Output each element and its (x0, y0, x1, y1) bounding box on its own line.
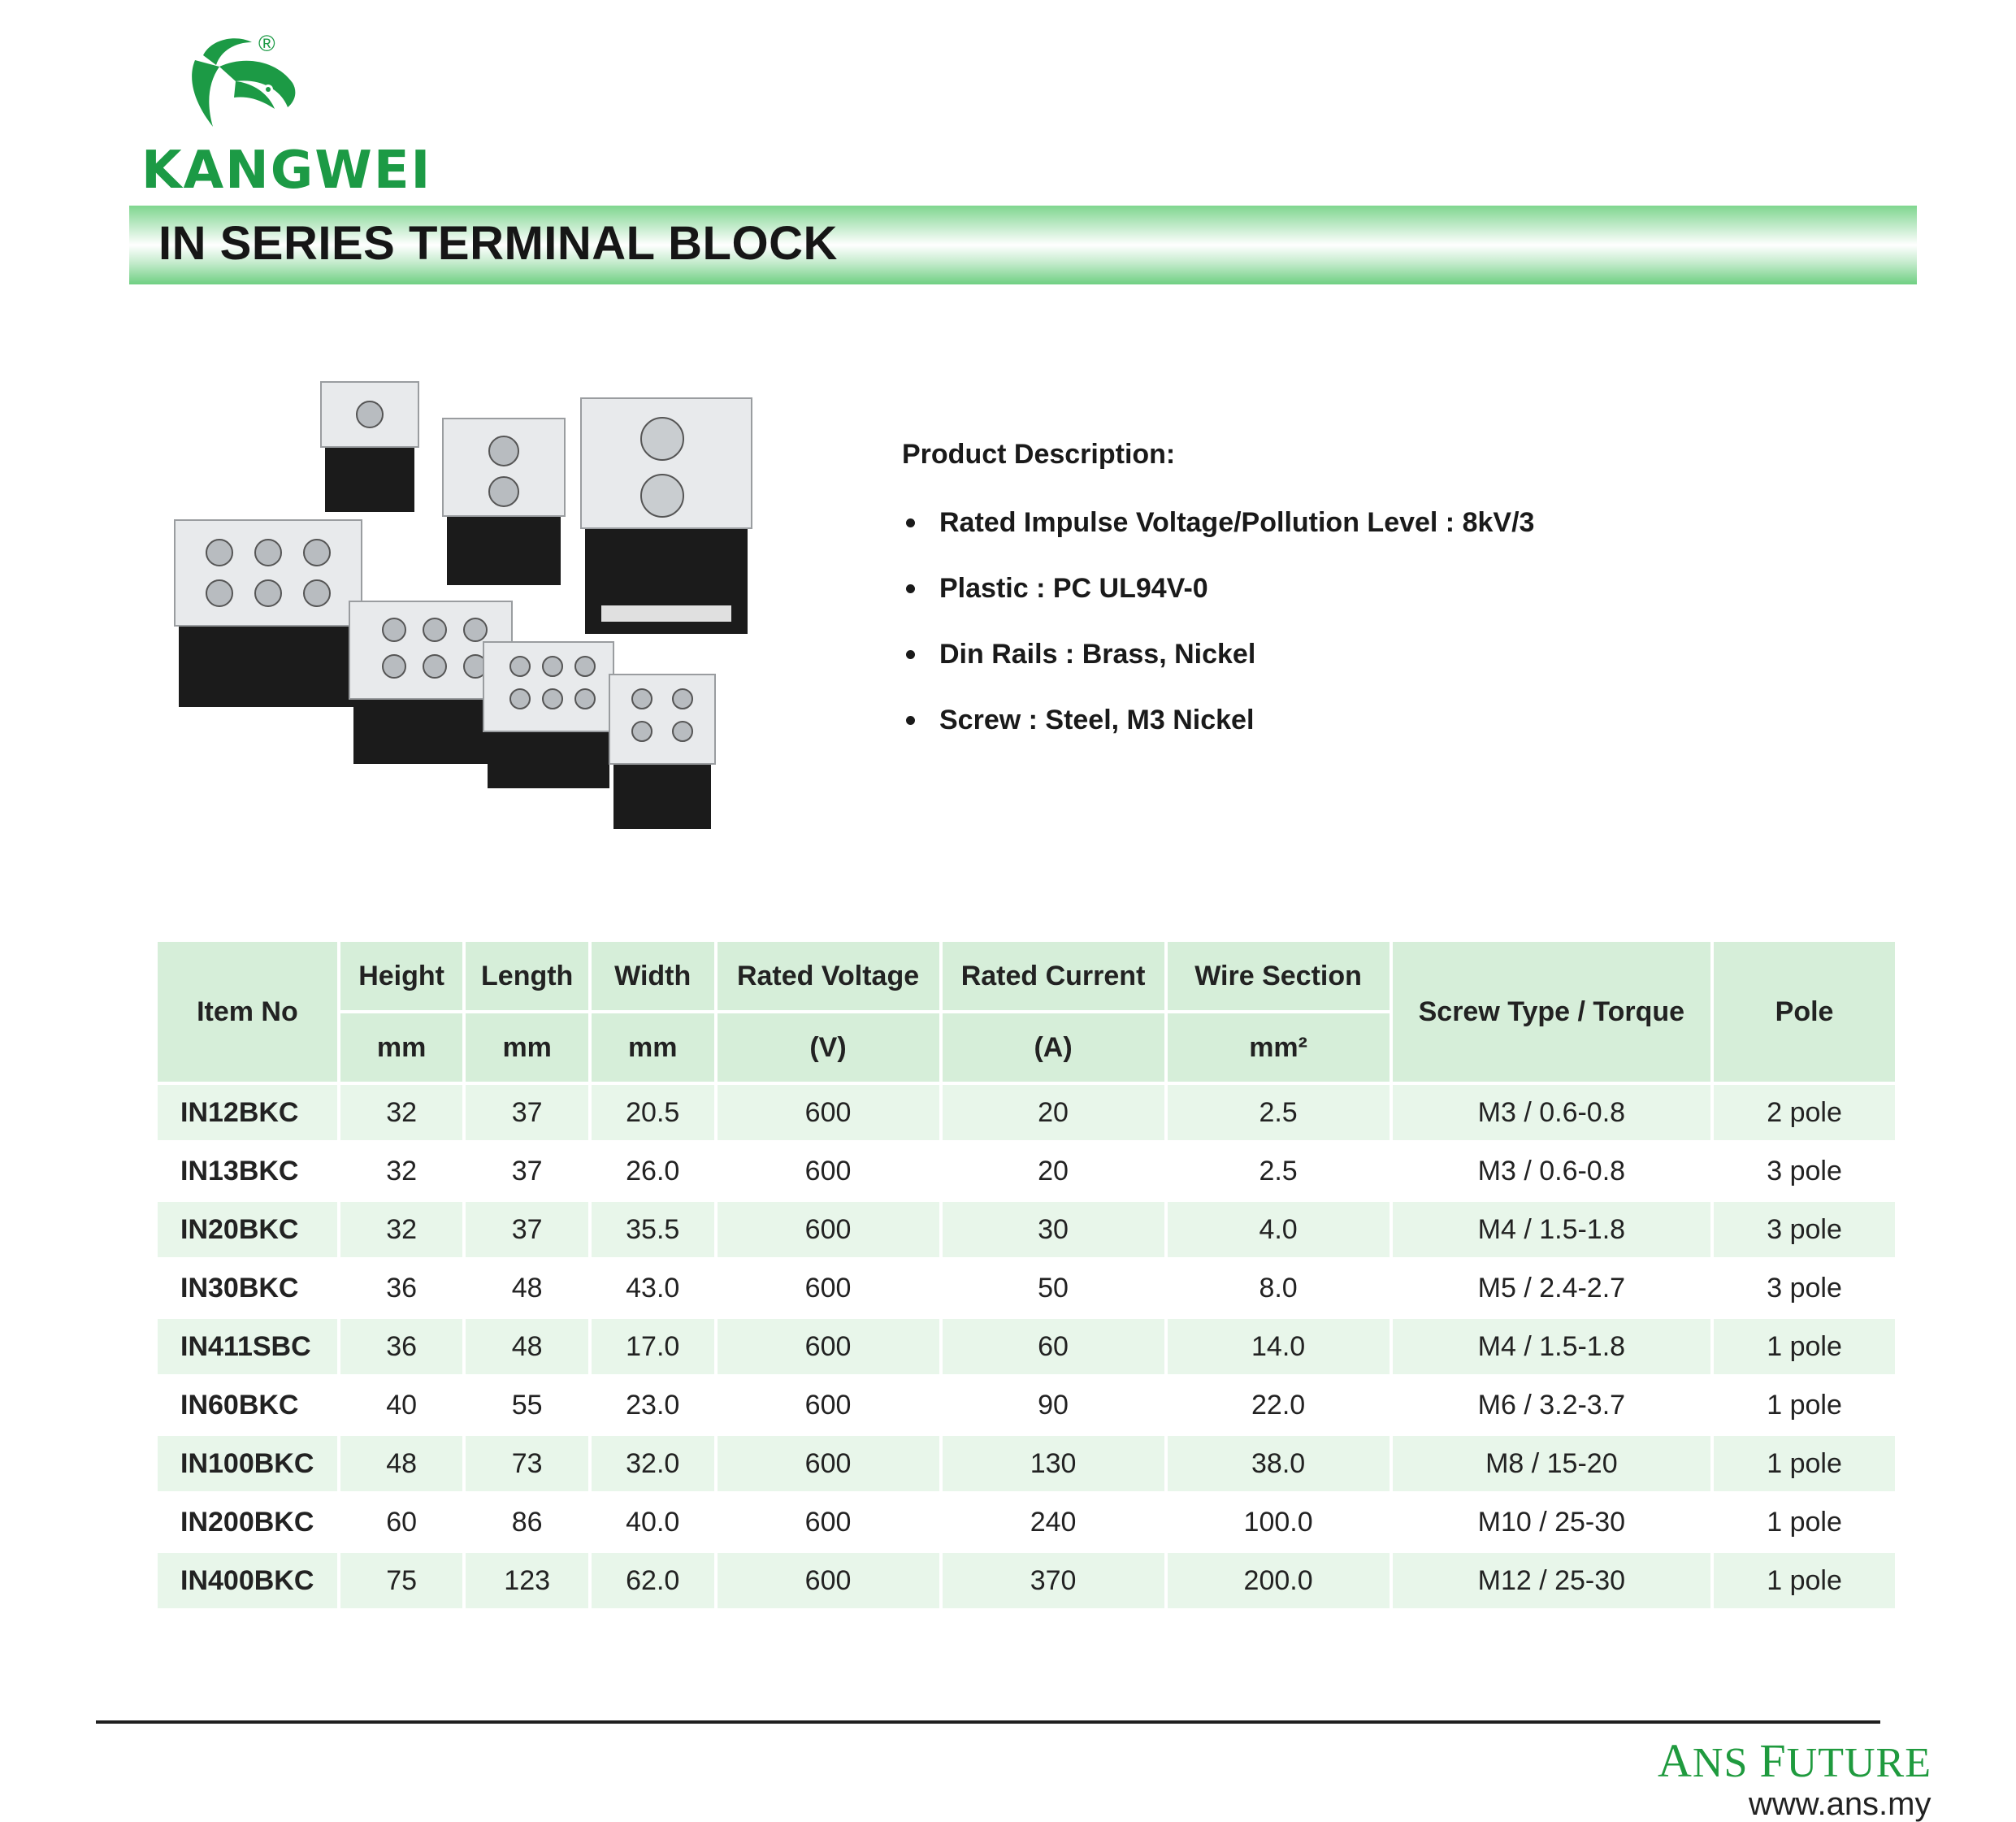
cell-voltage: 600 (718, 1319, 939, 1374)
cell-item: IN13BKC (180, 1155, 299, 1186)
bullet-icon (906, 650, 915, 659)
table-row (158, 1202, 1895, 1257)
cell-wire: 100.0 (1243, 1506, 1313, 1538)
cell-wire: 8.0 (1259, 1272, 1298, 1304)
unit-wire: mm² (1168, 1013, 1390, 1082)
table-row (158, 1260, 1895, 1316)
cell-pole: 1 pole (1714, 1553, 1895, 1608)
description-text: Rated Impulse Voltage/Pollution Level : 8kV/3 (939, 507, 1535, 538)
unit-voltage: (V) (718, 1013, 939, 1082)
header-length: Length (466, 942, 588, 1010)
cell-width: 20.5 (592, 1085, 714, 1140)
spec-table-body (158, 1085, 1895, 1608)
cell-width: 35.5 (592, 1202, 714, 1257)
cell-voltage: 600 (718, 1085, 939, 1140)
table-row (158, 1553, 1895, 1608)
header-pole: Pole (1714, 942, 1895, 1082)
header-rated-voltage: Rated Voltage (718, 942, 939, 1010)
description-item (902, 506, 1534, 572)
cell-screw: M12 / 25-30 (1393, 1553, 1710, 1608)
unit-length: mm (466, 1013, 588, 1082)
cell-screw: M10 / 25-30 (1477, 1506, 1626, 1538)
cell-pole: 3 pole (1767, 1272, 1842, 1304)
cell-pole: 1 pole (1714, 1436, 1895, 1491)
table-row (158, 1085, 1895, 1140)
cell-width: 26.0 (626, 1155, 680, 1186)
cell-item: IN20BKC (158, 1202, 337, 1257)
cell-voltage: 600 (718, 1553, 939, 1608)
header-screw-type: Screw Type / Torque (1393, 942, 1710, 1082)
cell-length: 86 (511, 1506, 543, 1538)
header-item-no: Item No (158, 942, 337, 1082)
table-row (158, 1319, 1895, 1374)
cell-height: 60 (386, 1506, 418, 1538)
header-rated-current: Rated Current (943, 942, 1164, 1010)
cell-screw: M6 / 3.2-3.7 (1477, 1389, 1626, 1421)
title-banner (129, 206, 1917, 284)
registered-mark: ® (258, 31, 275, 56)
cell-width: 23.0 (626, 1389, 680, 1421)
cell-screw: M3 / 0.6-0.8 (1393, 1085, 1710, 1140)
cell-voltage: 600 (718, 1436, 939, 1491)
cell-item: IN30BKC (180, 1272, 299, 1304)
cell-item: IN60BKC (180, 1389, 299, 1421)
unit-width: mm (592, 1013, 714, 1082)
footer-url: www.ans.my (1749, 1786, 1931, 1822)
page-title: IN SERIES TERMINAL BLOCK (158, 217, 838, 270)
table-row (158, 1436, 1895, 1491)
terminal-block-image-6 (483, 642, 613, 788)
description-item (902, 638, 1534, 704)
cell-wire: 4.0 (1168, 1202, 1390, 1257)
cell-current: 60 (943, 1319, 1164, 1374)
description-list (902, 506, 1534, 770)
bullet-icon (906, 716, 915, 725)
cell-height: 40 (386, 1389, 418, 1421)
description-text: Plastic : PC UL94V-0 (939, 573, 1208, 604)
cell-current: 130 (943, 1436, 1164, 1491)
cell-wire: 38.0 (1168, 1436, 1390, 1491)
cell-length: 37 (466, 1085, 588, 1140)
description-text: Screw : Steel, M3 Nickel (939, 705, 1255, 735)
description-item (902, 704, 1534, 770)
kangwei-emblem-icon (138, 31, 333, 145)
brand-initial: F (1759, 1734, 1787, 1787)
cell-current: 50 (1038, 1272, 1069, 1304)
header-wire-section: Wire Section (1168, 942, 1390, 1010)
cell-length: 48 (511, 1272, 543, 1304)
cell-wire: 2.5 (1168, 1085, 1390, 1140)
cell-pole: 1 pole (1767, 1389, 1842, 1421)
cell-voltage: 600 (804, 1272, 852, 1304)
terminal-block-image-7 (609, 675, 715, 829)
terminal-block-image-3 (581, 398, 752, 634)
footer-brand (1658, 1734, 1931, 1787)
cell-wire: 2.5 (1259, 1155, 1298, 1186)
brand-initial: A (1658, 1734, 1693, 1787)
unit-current: (A) (943, 1013, 1164, 1082)
cell-pole: 3 pole (1714, 1202, 1895, 1257)
cell-height: 32 (340, 1085, 463, 1140)
cell-length: 48 (466, 1319, 588, 1374)
bullet-icon (906, 518, 915, 527)
cell-pole: 1 pole (1714, 1319, 1895, 1374)
spec-table (154, 939, 1898, 1612)
cell-voltage: 600 (718, 1202, 939, 1257)
cell-width: 62.0 (592, 1553, 714, 1608)
cell-voltage: 600 (804, 1506, 852, 1538)
cell-pole: 3 pole (1767, 1155, 1842, 1186)
table-row (158, 1494, 1895, 1550)
header-height: Height (340, 942, 463, 1010)
kangwei-logo (138, 31, 432, 201)
cell-item: IN200BKC (180, 1506, 314, 1538)
cell-length: 73 (466, 1436, 588, 1491)
cell-height: 75 (340, 1553, 463, 1608)
cell-height: 32 (340, 1202, 463, 1257)
product-description (902, 439, 1534, 770)
cell-height: 48 (340, 1436, 463, 1491)
cell-current: 370 (943, 1553, 1164, 1608)
cell-width: 32.0 (592, 1436, 714, 1491)
cell-height: 36 (386, 1272, 418, 1304)
cell-current: 240 (1030, 1506, 1077, 1538)
brand-text: UTURE (1786, 1740, 1931, 1786)
cell-height: 36 (340, 1319, 463, 1374)
cell-current: 30 (943, 1202, 1164, 1257)
cell-length: 55 (511, 1389, 543, 1421)
terminal-block-image-2 (443, 419, 565, 585)
cell-height: 32 (386, 1155, 418, 1186)
cell-wire: 14.0 (1168, 1319, 1390, 1374)
table-row (158, 1377, 1895, 1433)
cell-width: 43.0 (626, 1272, 680, 1304)
cell-screw: M3 / 0.6-0.8 (1477, 1155, 1626, 1186)
cell-item: IN400BKC (158, 1553, 337, 1608)
cell-current: 20 (1038, 1155, 1069, 1186)
brand-name: KANGWEI (141, 141, 432, 201)
table-row (158, 1143, 1895, 1199)
cell-screw: M4 / 1.5-1.8 (1393, 1319, 1710, 1374)
cell-item: IN411SBC (158, 1319, 337, 1374)
description-item (902, 572, 1534, 638)
product-photo (163, 374, 780, 845)
cell-width: 17.0 (592, 1319, 714, 1374)
cell-voltage: 600 (804, 1389, 852, 1421)
terminal-block-image-4 (175, 520, 362, 707)
cell-item: IN100BKC (158, 1436, 337, 1491)
cell-wire: 22.0 (1251, 1389, 1306, 1421)
unit-height: mm (340, 1013, 463, 1082)
cell-voltage: 600 (804, 1155, 852, 1186)
cell-current: 20 (943, 1085, 1164, 1140)
brand-text: NS (1692, 1740, 1760, 1786)
cell-pole: 1 pole (1767, 1506, 1842, 1538)
cell-item: IN12BKC (158, 1085, 337, 1140)
cell-screw: M8 / 15-20 (1393, 1436, 1710, 1491)
cell-width: 40.0 (626, 1506, 680, 1538)
cell-screw: M4 / 1.5-1.8 (1393, 1202, 1710, 1257)
footer-divider (96, 1720, 1880, 1724)
cell-length: 37 (511, 1155, 543, 1186)
terminal-block-image-1 (321, 382, 418, 512)
cell-length: 123 (466, 1553, 588, 1608)
description-heading: Product Description: (902, 439, 1176, 470)
description-text: Din Rails : Brass, Nickel (939, 639, 1256, 670)
cell-wire: 200.0 (1168, 1553, 1390, 1608)
bullet-icon (906, 584, 915, 593)
cell-current: 90 (1038, 1389, 1069, 1421)
cell-screw: M5 / 2.4-2.7 (1477, 1272, 1626, 1304)
cell-pole: 2 pole (1714, 1085, 1895, 1140)
header-width: Width (592, 942, 714, 1010)
cell-length: 37 (466, 1202, 588, 1257)
